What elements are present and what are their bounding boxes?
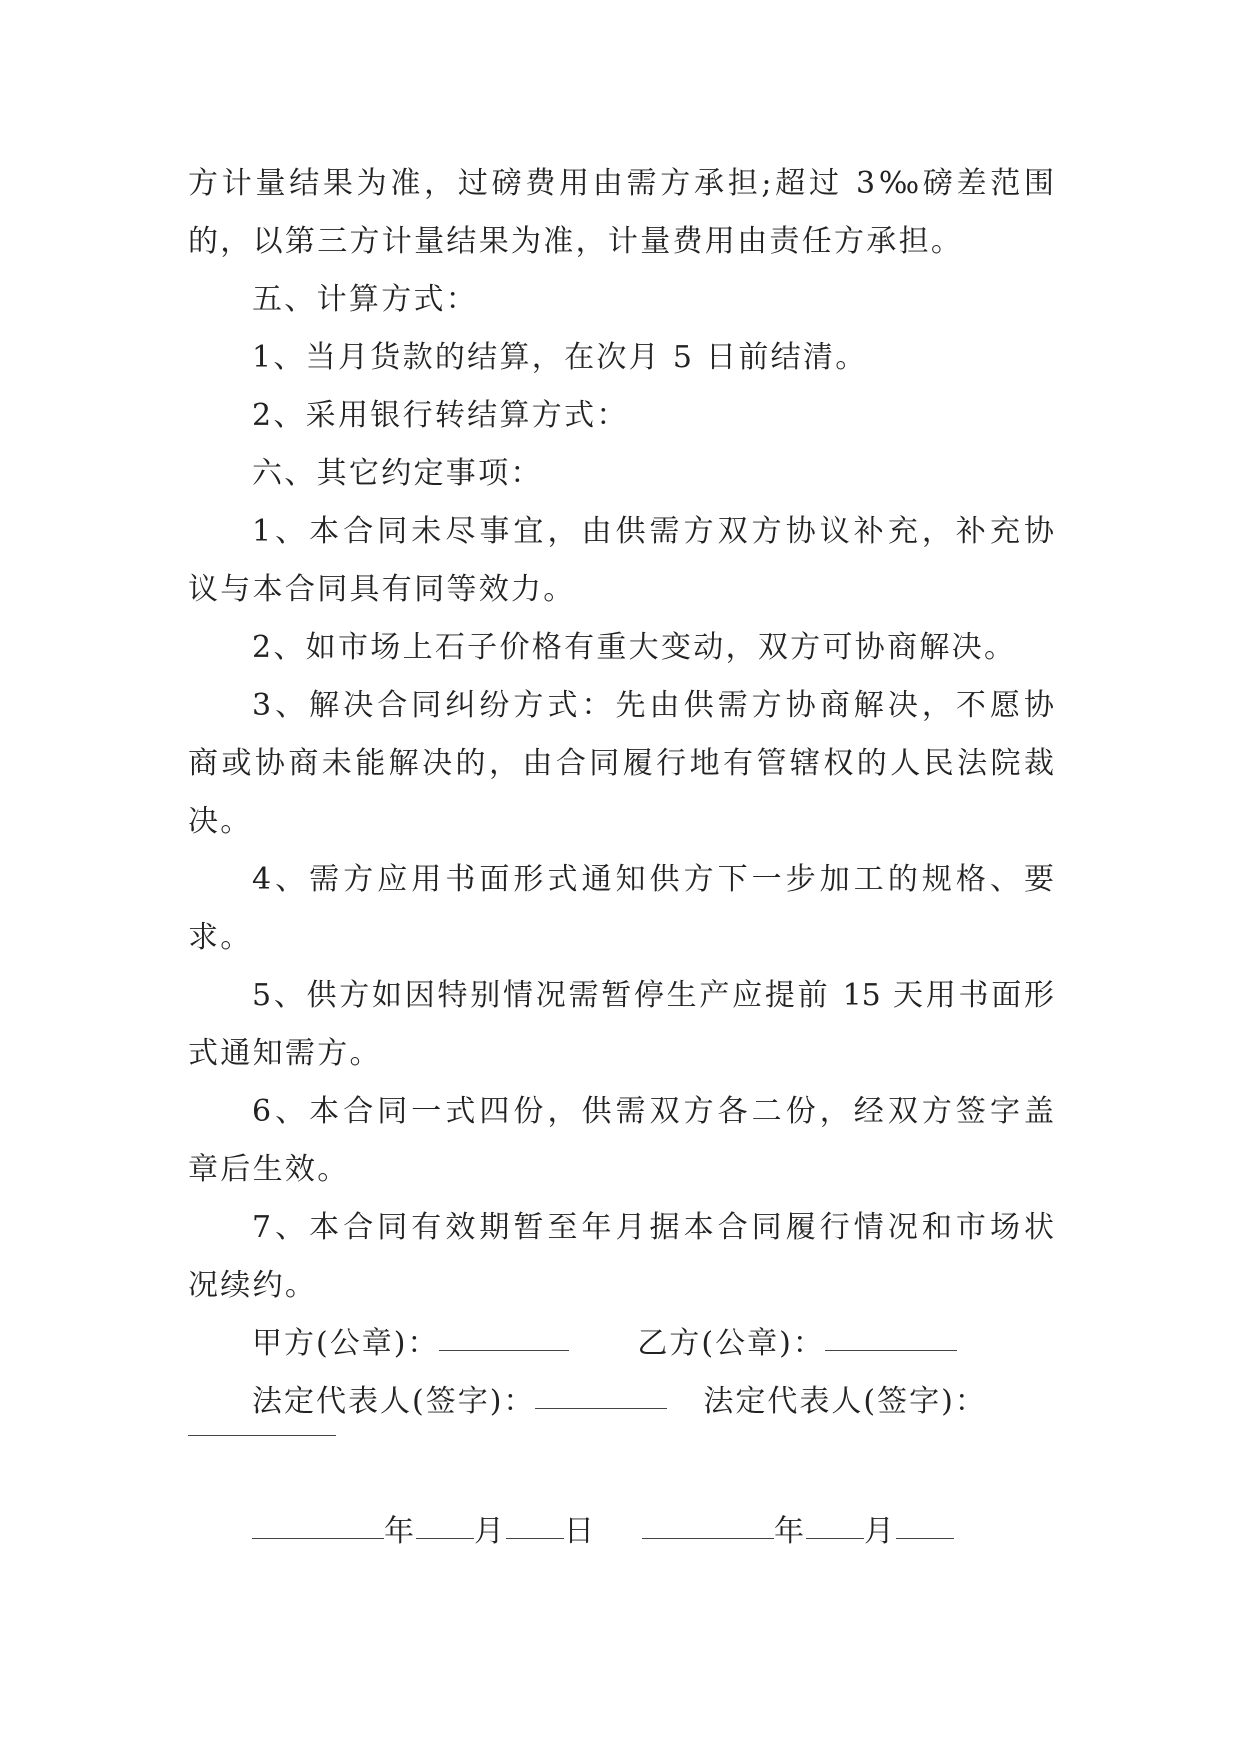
party-a-rep-blank[interactable]: [535, 1378, 667, 1409]
clause-line: 2、如市场上石子价格有重大变动，双方可协商解决。: [252, 630, 1017, 665]
party-a-month-blank[interactable]: [416, 1508, 474, 1539]
representative-row: [188, 1373, 1054, 1431]
party-b-rep-blank-row: [188, 1435, 1054, 1459]
clause-line: 7、本合同有效期暂至年月据本合同履行情况和市场状: [252, 1210, 1054, 1245]
clause-line: 商或协商未能解决的，由合同履行地有管辖权的人民法院裁: [188, 746, 1054, 781]
year-label: 年: [774, 1514, 806, 1549]
party-a-day-blank[interactable]: [506, 1508, 564, 1539]
seal-row: [188, 1315, 1054, 1373]
day-label: 日: [564, 1514, 596, 1549]
party-b-seal-label: 乙方(公章)：: [637, 1326, 825, 1361]
month-label: 月: [864, 1514, 896, 1549]
clause-line: 4、需方应用书面形式通知供方下一步加工的规格、要: [252, 862, 1054, 897]
clause-line: 议与本合同具有同等效力。: [188, 572, 576, 607]
party-b-day-blank[interactable]: [896, 1508, 954, 1539]
date-row: [188, 1503, 1054, 1561]
party-b-rep-blank[interactable]: [188, 1435, 336, 1436]
clause-line: 3、解决合同纠纷方式：先由供需方协商解决，不愿协: [252, 688, 1054, 723]
clause-line: 求。: [188, 920, 253, 955]
clause-line: 5、供方如因特别情况需暂停生产应提前 15 天用书面形: [252, 978, 1054, 1013]
body-line: 的，以第三方计量结果为准，计量费用由责任方承担。: [188, 224, 964, 259]
clause-line: 章后生效。: [188, 1152, 350, 1187]
party-a-rep-label: 法定代表人(签字)：: [252, 1384, 536, 1419]
month-label: 月: [474, 1514, 506, 1549]
party-a-year-blank[interactable]: [252, 1508, 384, 1539]
clause-line: 式通知需方。: [188, 1036, 382, 1071]
party-b-seal-blank[interactable]: [825, 1320, 957, 1351]
document-page: [188, 155, 1054, 1561]
party-a-seal-blank[interactable]: [439, 1320, 569, 1351]
party-b-year-blank[interactable]: [642, 1508, 774, 1539]
section-heading: 六、其它约定事项：: [252, 456, 543, 491]
clause-line: 6、本合同一式四份，供需双方各二份，经双方签字盖: [252, 1094, 1054, 1129]
section-heading: 五、计算方式：: [252, 282, 479, 317]
clause-line: 况续约。: [188, 1268, 318, 1303]
clause-line: 1、当月货款的结算，在次月 5 日前结清。: [252, 340, 868, 375]
body-line: 方计量结果为准，过磅费用由需方承担;超过 3‰磅差范围: [188, 166, 1054, 201]
party-a-seal-label: 甲方(公章)：: [252, 1326, 440, 1361]
clause-line: 2、采用银行转结算方式：: [252, 398, 629, 433]
party-b-rep-label: 法定代表人(签字)：: [703, 1384, 987, 1419]
party-b-month-blank[interactable]: [806, 1508, 864, 1539]
clause-line: 决。: [188, 804, 253, 839]
clause-line: 1、本合同未尽事宜，由供需方双方协议补充，补充协: [252, 514, 1054, 549]
year-label: 年: [384, 1514, 416, 1549]
